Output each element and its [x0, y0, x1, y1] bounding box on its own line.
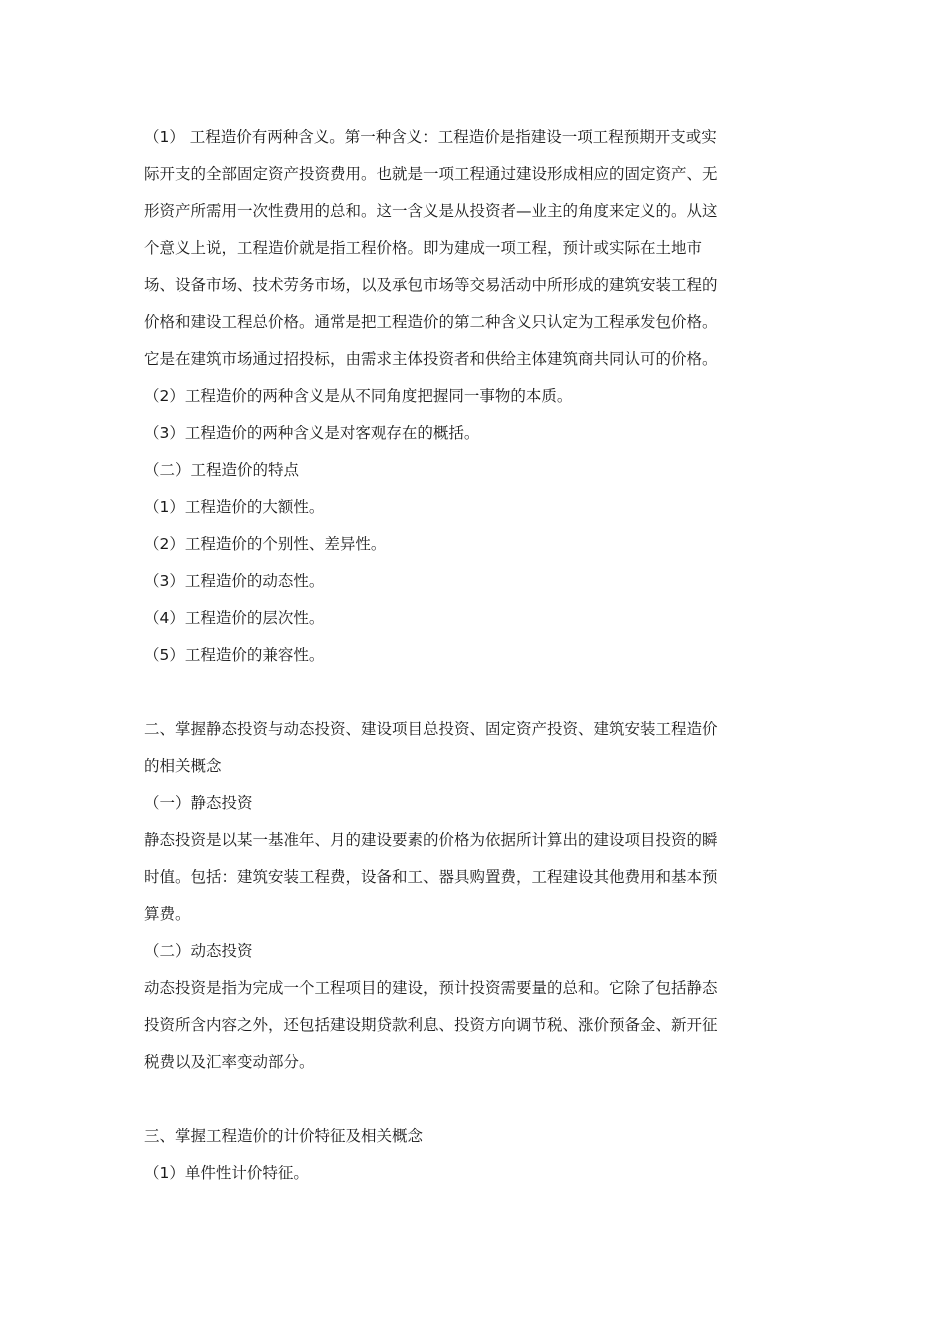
text-line: 价格和建设工程总价格。通常是把工程造价的第二种含义只认定为工程承发包价格。 [144, 313, 718, 331]
paragraph-static-investment [144, 822, 800, 933]
text-line: 场、设备市场、技术劳务市场，以及承包市场等交易活动中所形成的建筑安装工程的 [144, 276, 718, 294]
document-body [144, 119, 800, 1192]
text-line: 的相关概念 [144, 757, 222, 775]
subheading-static-investment: （一）静态投资 [144, 794, 253, 812]
list-item-pricing-1: （1）单件性计价特征。 [144, 1164, 309, 1182]
list-item-feature-4: （4）工程造价的层次性。 [144, 609, 325, 627]
text-line: 时值。包括：建筑安装工程费，设备和工、器具购置费，工程建设其他费用和基本预 [144, 868, 718, 886]
paragraph-cost-meaning-3: （3）工程造价的两种含义是对客观存在的概括。 [144, 424, 480, 442]
section-heading-investment [144, 711, 800, 785]
blank-line [144, 1081, 800, 1118]
text-line: 际开支的全部固定资产投资费用。也就是一项工程通过建设形成相应的固定资产、无 [144, 165, 718, 183]
list-item-feature-3: （3）工程造价的动态性。 [144, 572, 325, 590]
text-line: （1） 工程造价有两种含义。第一种含义：工程造价是指建设一项工程预期开支或实 [144, 128, 717, 146]
paragraph-dynamic-investment [144, 970, 800, 1081]
section-heading-pricing: 三、掌握工程造价的计价特征及相关概念 [144, 1127, 424, 1145]
text-line: 静态投资是以某一基准年、月的建设要素的价格为依据所计算出的建设项目投资的瞬 [144, 831, 718, 849]
text-line: 形资产所需用一次性费用的总和。这一含义是从投资者—业主的角度来定义的。从这 [144, 202, 718, 220]
text-line: 个意义上说，工程造价就是指工程价格。即为建成一项工程，预计或实际在土地市 [144, 239, 703, 257]
text-line: 税费以及汇率变动部分。 [144, 1053, 315, 1071]
paragraph-cost-meaning-2: （2）工程造价的两种含义是从不同角度把握同一事物的本质。 [144, 387, 573, 405]
text-line: 算费。 [144, 905, 191, 923]
list-item-feature-1: （1）工程造价的大额性。 [144, 498, 325, 516]
text-line: 二、掌握静态投资与动态投资、建设项目总投资、固定资产投资、建筑安装工程造价 [144, 720, 718, 738]
paragraph-cost-meaning-1 [144, 119, 800, 378]
list-item-feature-2: （2）工程造价的个别性、差异性。 [144, 535, 387, 553]
subheading-dynamic-investment: （二）动态投资 [144, 942, 253, 960]
text-line: 动态投资是指为完成一个工程项目的建设，预计投资需要量的总和。它除了包括静态 [144, 979, 718, 997]
text-line: 它是在建筑市场通过招投标，由需求主体投资者和供给主体建筑商共同认可的价格。 [144, 350, 718, 368]
text-line: 投资所含内容之外，还包括建设期贷款利息、投资方向调节税、涨价预备金、新开征 [144, 1016, 718, 1034]
blank-line [144, 674, 800, 711]
section-heading-features: （二）工程造价的特点 [144, 461, 300, 479]
list-item-feature-5: （5）工程造价的兼容性。 [144, 646, 325, 664]
